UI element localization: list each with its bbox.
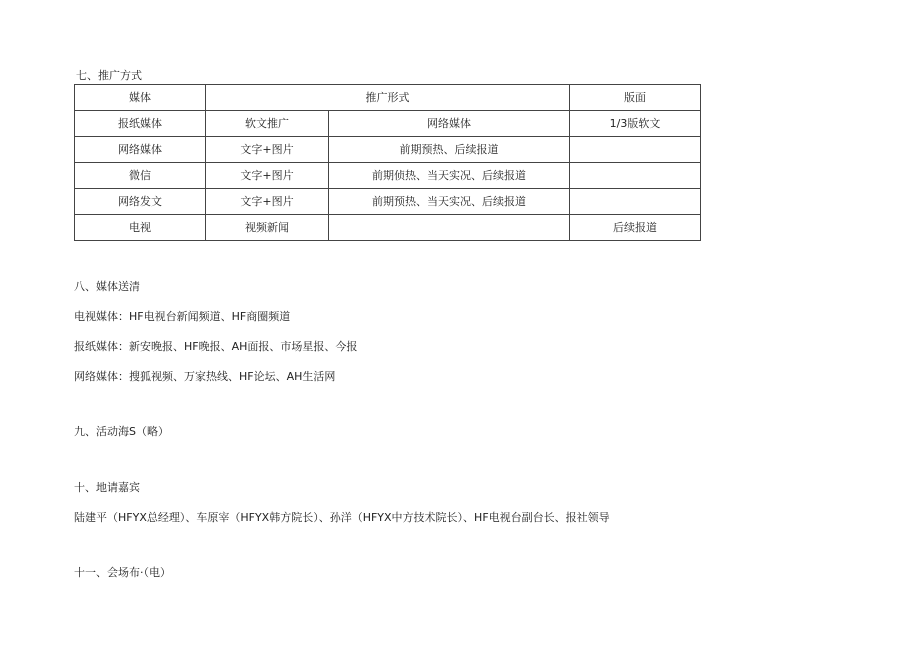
header-promotion-form: 推广形式 — [206, 85, 570, 111]
table-cell: 视频新闻 — [206, 215, 329, 241]
header-media: 媒体 — [75, 85, 206, 111]
table-cell: 1/3版软文 — [570, 111, 701, 137]
section-7-heading: 七、推广方式 — [76, 69, 142, 82]
table-cell: 电视 — [75, 215, 206, 241]
table-row — [75, 163, 701, 189]
table-cell: 文字+图片 — [206, 137, 329, 163]
table-cell: 后续报道 — [570, 215, 701, 241]
table-cell: 网络发文 — [75, 189, 206, 215]
table-row — [75, 137, 701, 163]
table-row — [75, 215, 701, 241]
table-cell: 报纸媒体 — [75, 111, 206, 137]
table-cell: 文字+图片 — [206, 189, 329, 215]
table-cell: 前期侦热、当天实况、后续报道 — [329, 163, 570, 189]
tv-media-line: 电视媒体：HF电视台新闻频道、HF商圈频道 — [74, 310, 291, 323]
table-row — [75, 189, 701, 215]
table-cell — [570, 163, 701, 189]
table-cell: 文字+图片 — [206, 163, 329, 189]
table-cell: 网络媒体 — [75, 137, 206, 163]
table-cell: 前期预热、当天实况、后续报道 — [329, 189, 570, 215]
promotion-table — [74, 84, 701, 241]
section-10-heading: 十、地请嘉宾 — [74, 481, 140, 494]
section-8-heading: 八、媒体送清 — [74, 280, 140, 293]
table-cell: 前期预热、后续报道 — [329, 137, 570, 163]
section-11-heading: 十一、会场布·（电） — [74, 566, 171, 579]
section-9-heading: 九、活动海S（略） — [74, 425, 169, 438]
newspaper-media-line: 报纸媒体：新安晚报、HF晚报、AH面报、市场星报、今报 — [74, 340, 358, 353]
table-row — [75, 111, 701, 137]
table-cell — [329, 215, 570, 241]
online-media-line: 网络媒体：搜狐视频、万家热线、HF论坛、AH生活网 — [74, 370, 336, 383]
table-cell: 软文推广 — [206, 111, 329, 137]
table-cell — [570, 189, 701, 215]
table-cell: 网络媒体 — [329, 111, 570, 137]
guests-line: 陆建平（HFYX总经理）、车原宰（HFYX韩方院长）、孙洋（HFYX中方技术院长）、HF电视台副台长、报社领导 — [74, 511, 610, 524]
table-cell — [570, 137, 701, 163]
table-header-row — [75, 85, 701, 111]
header-layout: 版面 — [570, 85, 701, 111]
table-cell: 微信 — [75, 163, 206, 189]
